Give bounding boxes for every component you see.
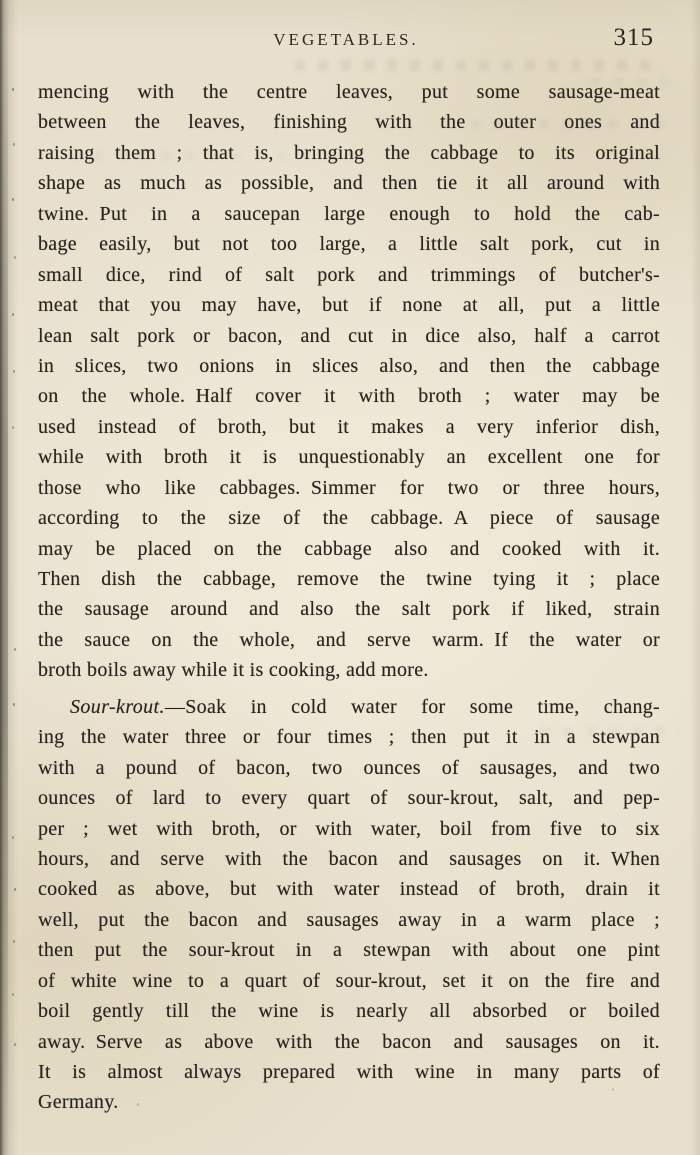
text-line: on the whole. Half cover it with broth ; water may be (38, 385, 660, 408)
text-line: meat that you may have, but if none at all, put a little (38, 294, 660, 317)
running-head-title: VEGETABLES. (273, 30, 419, 49)
text-line: the sauce on the whole, and serve warm. If the water or (38, 628, 660, 651)
page-body (38, 77, 660, 1118)
text-line: while with broth it is unquestionably an excellent one for (38, 446, 660, 469)
text-line: It is almost always prepared with wine in many parts of (38, 1061, 660, 1083)
text-line: shape as much as possible, and then tie it all around with (38, 172, 660, 195)
text-line: Sour-krout.—Soak in cold water for some time, chang- (70, 695, 660, 718)
text-line: then put the sour-krout in a stewpan with about one pint (38, 939, 660, 962)
text-line: used instead of broth, but it makes a very inferior dish, (38, 415, 660, 438)
recipe-title-italic: Sour-krout. (70, 695, 165, 718)
page-gutter-shadow (0, 0, 18, 1155)
text-line: bage easily, but not too large, a little salt pork, cut in (38, 233, 660, 256)
text-line: well, put the bacon and sausages away in a warm place ; (38, 908, 660, 931)
text-line: boil gently till the wine is nearly all absorbed or boiled (38, 1000, 660, 1023)
paper-specks (12, 88, 14, 91)
text-line: in slices, two onions in slices also, and then the cabbage (38, 354, 660, 377)
bleed-through-mark (295, 60, 660, 71)
text-line: per ; wet with broth, or with water, boil from five to six (38, 817, 660, 840)
text-line: ing the water three or four times ; then put it in a stewpan (38, 726, 660, 749)
text-line: may be placed on the cabbage also and cooked with it. (38, 537, 660, 560)
text-line: according to the size of the cabbage. A piece of sausage (38, 507, 660, 530)
text-line: ounces of lard to every quart of sour-krout, salt, and pep- (38, 787, 660, 810)
text-line: Then dish the cabbage, remove the twine tying it ; place (38, 568, 660, 590)
text-line: hours, and serve with the bacon and sausages on it. When (38, 847, 660, 870)
text-line: the sausage around and also the salt pork if liked, strain (38, 598, 660, 621)
text-line: lean salt pork or bacon, and cut in dice also, half a carrot (38, 324, 660, 347)
text-line: away. Serve as above with the bacon and sausages on it. (38, 1030, 660, 1053)
running-head (38, 24, 654, 58)
text-line: mencing with the centre leaves, put some sausage-meat (38, 81, 660, 103)
text-line: twine. Put in a saucepan large enough to hold the cab- (38, 202, 660, 225)
text-line: with a pound of bacon, two ounces of sausages, and two (38, 756, 660, 779)
text-line: between the leaves, finishing with the outer ones and (38, 111, 660, 134)
text-line: Germany. (38, 1091, 119, 1114)
text-line: raising them ; that is, bringing the cabbage to its original (38, 141, 660, 164)
page-number: 315 (613, 24, 654, 51)
text-line: broth boils away while it is cooking, add more. (38, 659, 429, 682)
text-line: small dice, rind of salt pork and trimmings of butcher's- (38, 263, 660, 286)
page-edge-shading (690, 0, 700, 1155)
text-line: those who like cabbages. Simmer for two or three hours, (38, 476, 660, 499)
text-line: of white wine to a quart of sour-krout, set it on the fire and (38, 969, 660, 992)
text-line: cooked as above, but with water instead of broth, drain it (38, 878, 660, 901)
